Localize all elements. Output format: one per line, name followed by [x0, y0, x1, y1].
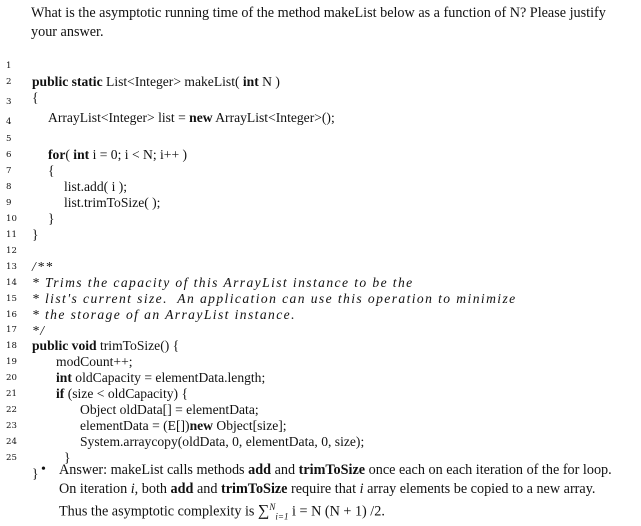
- line-number: 15: [6, 294, 17, 304]
- answer-block: [42, 461, 626, 526]
- code-line: 17 public void trimToSize() {: [0, 306, 641, 322]
- code-text: {: [48, 163, 55, 178]
- code-text: modCount++;: [56, 354, 133, 369]
- code-line: 22 elementData = (E[])new Object[size];: [0, 386, 641, 402]
- code-text: Object oldData[] = elementData;: [80, 402, 259, 417]
- code-text: }: [32, 227, 39, 242]
- line-number: 20: [6, 373, 17, 383]
- code-text: list.trimToSize( );: [64, 195, 161, 210]
- question-line-1: What is the asymptotic running time of the method makeList below as a function of N? Please justify: [31, 5, 606, 21]
- bullet-icon: •: [41, 462, 46, 477]
- code-line: [0, 147, 641, 194]
- line-number: 3: [6, 97, 12, 107]
- comment-text: * list's current size. An application can use this operation to minimize: [32, 291, 517, 306]
- line-number: 13: [6, 262, 17, 272]
- answer-text: Answer: makeList calls methods add and trimToSize once each on each iteration of the for loop. On iteration i, both add and trimToSize require that i array elements be copied to a new array. Thus the asymptotic complexity is ∑$^N_{i=1}$ i = N (N + 1) /2.: [59, 462, 612, 522]
- code-line: 20 if (size < oldCapacity) {: [0, 354, 641, 370]
- question-line-2: your answer.: [31, 24, 104, 40]
- code-line: 1 public static List<Integer> makeList( int N ): [0, 42, 641, 58]
- line-number: 24: [6, 437, 17, 447]
- line-number: 9: [6, 198, 12, 208]
- line-number: 10: [6, 214, 17, 224]
- question-text: [31, 4, 623, 42]
- line-number: 6: [6, 150, 12, 160]
- line-number: 11: [6, 230, 17, 240]
- comment-text: * the storage of an ArrayList instance.: [32, 307, 296, 322]
- code-text: System.arraycopy(oldData, 0, elementData, 0, size);: [80, 434, 365, 449]
- line-number: 25: [6, 453, 17, 463]
- code-line: 5 for( int i = 0; i < N; i++ ): [0, 115, 641, 131]
- code-line: 19 int oldCapacity = elementData.length;: [0, 338, 641, 354]
- line-number: 19: [6, 357, 17, 367]
- line-number: 22: [6, 405, 17, 415]
- line-number: 21: [6, 389, 17, 399]
- line-number: 4: [6, 117, 12, 127]
- code-line: [0, 434, 641, 481]
- line-number: 18: [6, 341, 17, 351]
- sigma-symbol: ∑: [258, 502, 270, 520]
- line-number: 14: [6, 278, 17, 288]
- code-text: {: [32, 90, 39, 105]
- line-number: 17: [6, 325, 17, 335]
- comment-text: /**: [32, 259, 54, 274]
- line-number: 2: [6, 77, 12, 87]
- code-text: }: [48, 211, 55, 226]
- comment-text: * Trims the capacity of this ArrayList instance to be the: [32, 275, 414, 290]
- line-number: 23: [6, 421, 17, 431]
- comment-text: */: [32, 323, 46, 338]
- line-number: 7: [6, 166, 12, 176]
- line-number: 5: [6, 134, 12, 144]
- code-text: }: [32, 466, 39, 481]
- line-number: 1: [6, 61, 12, 71]
- line-number: 12: [6, 246, 17, 256]
- code-line: 3 ArrayList<Integer> list = new ArrayList<Integer>();: [0, 78, 641, 94]
- code-line: [0, 98, 641, 127]
- code-text: list.add( i );: [64, 179, 128, 194]
- line-number: 8: [6, 182, 12, 192]
- line-number: 16: [6, 310, 17, 320]
- code-text: }: [64, 450, 71, 465]
- code-line: [0, 211, 641, 240]
